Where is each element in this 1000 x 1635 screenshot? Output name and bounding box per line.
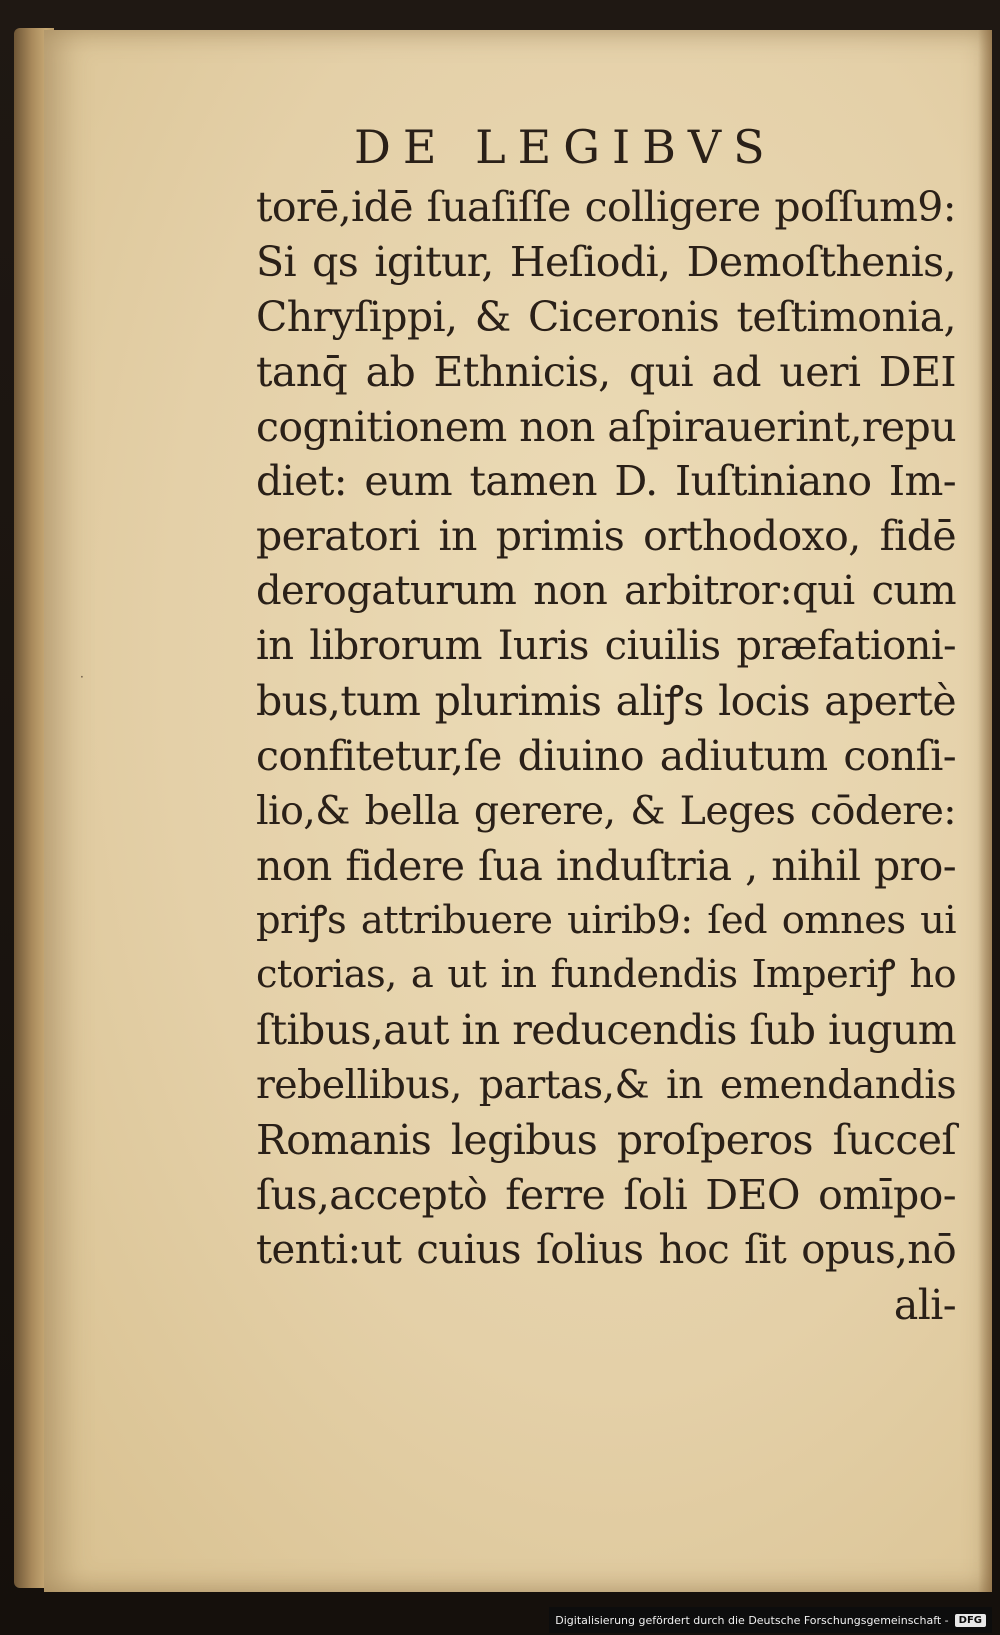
text-line: bus,tum plurimis aliꝭs locis apertè — [256, 677, 956, 726]
text-line: lio,& bella gerere, & Leges cōdere: — [256, 787, 956, 834]
body-text — [256, 180, 956, 1333]
digitization-footer — [549, 1607, 992, 1633]
text-line: tenti:ut cuius ſolius hoc ſit opus,nō — [256, 1226, 956, 1273]
text-line: peratori in primis orthodoxo, fidē — [256, 512, 956, 561]
text-line: non fidere ſua induſtria , nihil pro- — [256, 841, 956, 890]
text-line: diet: eum tamen D. Iuſtiniano Im- — [256, 457, 956, 506]
running-head: DE LEGIBVS — [354, 120, 777, 174]
text-line: Si qs igitur, Heſiodi, Demoſthenis, — [256, 237, 956, 286]
catchword: ali- — [893, 1280, 956, 1329]
margin-mark: · — [80, 670, 84, 684]
text-line: ſtibus,aut in reducendis ſub iugum — [256, 1006, 956, 1055]
text-line: priꝭs attribuere uirib9: ſed omnes ui — [256, 897, 956, 943]
text-line: torē,idē ſuaſiſſe colligere poſſum9: — [256, 183, 956, 231]
text-line: Romanis legibus proſperos ſucceſ — [256, 1116, 956, 1165]
text-line: Chryſippi, & Ciceronis teſtimonia, — [256, 292, 956, 341]
text-line: cognitionem non aſpirauerint,repu — [256, 402, 956, 451]
dfg-logo: DFG — [955, 1614, 986, 1627]
text-line: tanq̄ ab Ethnicis, qui ad ueri DEI — [256, 347, 956, 396]
text-line: confitetur,ſe diuino adiutum conſi- — [256, 731, 956, 780]
page-edge-shade — [978, 30, 992, 1592]
text-line: derogaturum non arbitror:qui cum — [256, 568, 956, 615]
book-page — [44, 30, 992, 1592]
footer-text: Digitalisierung gefördert durch die Deutsche Forschungsgemeinschaft - — [555, 1613, 949, 1627]
text-line: rebellibus, partas,& in emendandis — [256, 1062, 956, 1109]
text-line: ſus,acceptò ferre ſoli DEO omīpo- — [256, 1171, 956, 1220]
text-line: in librorum Iuris ciuilis præfationi- — [256, 623, 956, 670]
text-line: ctorias, a ut in fundendis Imperiꝭ ho — [256, 952, 956, 998]
